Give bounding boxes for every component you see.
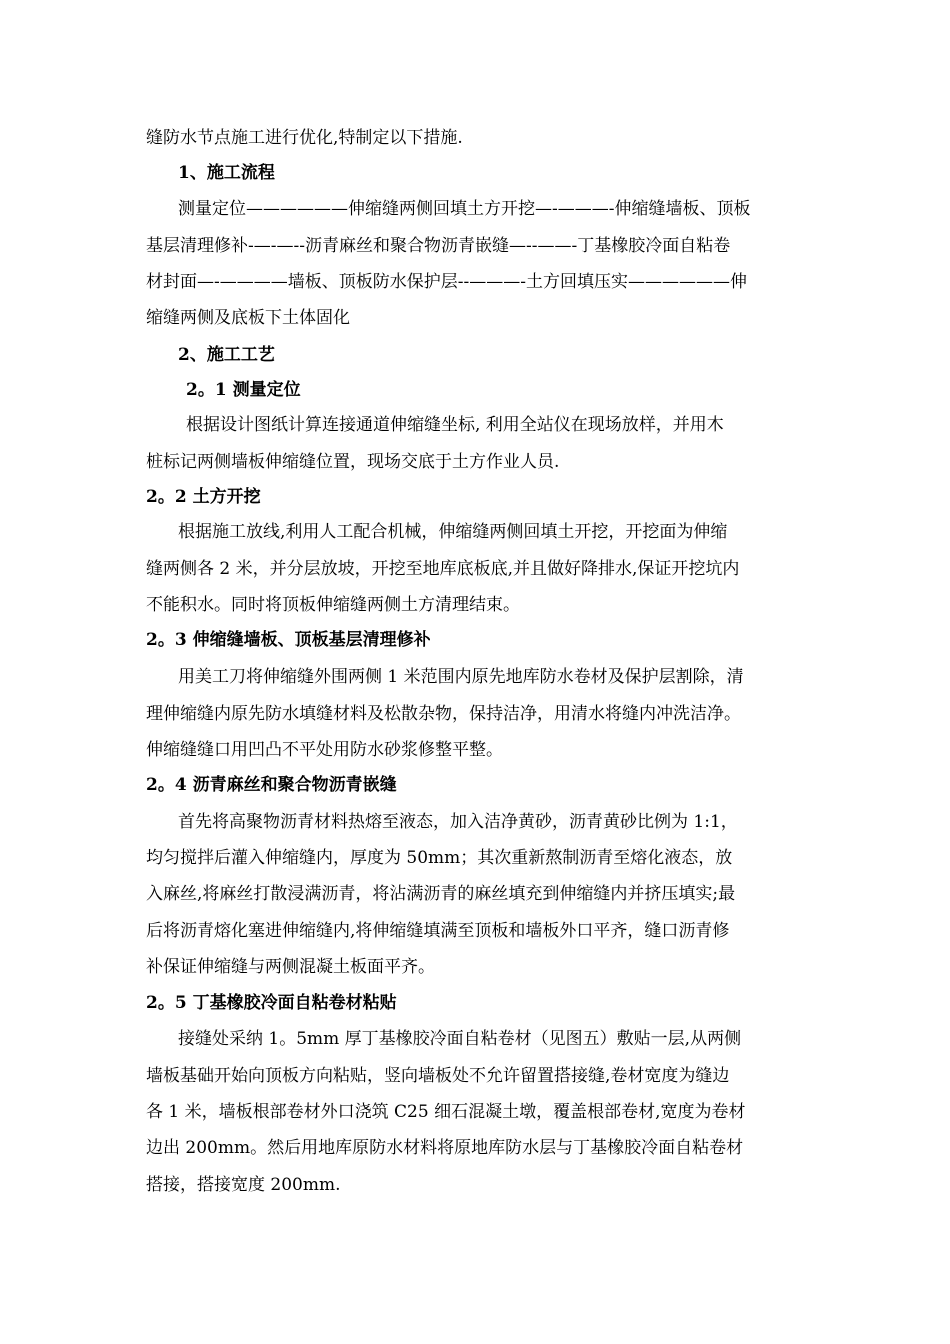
body-text-line: 入麻丝,将麻丝打散浸满沥青，将沾满沥青的麻丝填充到伸缩缝内并挤压填实;最 bbox=[146, 884, 736, 904]
section-heading: 1、施工流程 bbox=[178, 163, 275, 183]
body-text-line: 根据设计图纸计算连接通道伸缩缝坐标, 利用全站仪在现场放样，并用木 bbox=[186, 415, 724, 435]
subsection-heading: 2。2 土方开挖 bbox=[146, 487, 261, 507]
body-text-line: 基层清理修补-—-—--沥青麻丝和聚合物沥青嵌缝—--——-丁基橡胶冷面自粘卷 bbox=[146, 236, 731, 256]
body-text-line: 边出 200mm。然后用地库原防水材料将原地库防水层与丁基橡胶冷面自粘卷材 bbox=[146, 1138, 744, 1158]
body-text-line: 均匀搅拌后灌入伸缩缝内，厚度为 50mm；其次重新熬制沥青至熔化液态，放 bbox=[146, 848, 733, 868]
body-text-line: 缝两侧各 2 米，并分层放坡，开挖至地库底板底,并且做好降排水,保证开挖坑内 bbox=[146, 559, 740, 579]
body-text-line: 理伸缩缝内原先防水填缝材料及松散杂物，保持洁净，用清水将缝内冲洗洁净。 bbox=[146, 704, 741, 724]
body-text-line: 桩标记两侧墙板伸缩缝位置，现场交底于土方作业人员. bbox=[146, 452, 560, 472]
body-text-line: 墙板基础开始向顶板方向粘贴，竖向墙板处不允许留置搭接缝,卷材宽度为缝边 bbox=[146, 1066, 730, 1086]
body-text-line: 补保证伸缩缝与两侧混凝土板面平齐。 bbox=[146, 957, 435, 977]
body-text-line: 各 1 米，墙板根部卷材外口浇筑 C25 细石混凝土墩，覆盖根部卷材,宽度为卷材 bbox=[146, 1102, 746, 1122]
body-text-line: 首先将高聚物沥青材料热熔至液态，加入洁净黄砂，沥青黄砂比例为 1:1， bbox=[178, 812, 738, 832]
section-heading: 2、施工工艺 bbox=[178, 345, 275, 365]
body-text-line: 后将沥青熔化塞进伸缩缝内,将伸缩缝填满至顶板和墙板外口平齐，缝口沥青修 bbox=[146, 921, 730, 941]
subsection-heading: 2。1 测量定位 bbox=[186, 380, 301, 400]
subsection-heading: 2。3 伸缩缝墙板、顶板基层清理修补 bbox=[146, 630, 431, 650]
body-text-line: 搭接，搭接宽度 200mm. bbox=[146, 1175, 341, 1195]
subsection-heading: 2。5 丁基橡胶冷面自粘卷材粘贴 bbox=[146, 993, 397, 1013]
body-text-line: 根据施工放线,利用人工配合机械，伸缩缝两侧回填土开挖，开挖面为伸缩 bbox=[178, 522, 728, 542]
body-text-line: 缝防水节点施工进行优化,特制定以下措施. bbox=[146, 128, 463, 148]
body-text-line: 用美工刀将伸缩缝外围两侧 1 米范围内原先地库防水卷材及保护层割除，清 bbox=[178, 667, 744, 687]
body-text-line: 伸缩缝缝口用凹凸不平处用防水砂浆修整平整。 bbox=[146, 740, 503, 760]
subsection-heading: 2。4 沥青麻丝和聚合物沥青嵌缝 bbox=[146, 775, 397, 795]
body-text-line: 不能积水。同时将顶板伸缩缝两侧土方清理结束。 bbox=[146, 595, 520, 615]
body-text-line: 材封面—-————墙板、顶板防水保护层--———-土方回填压实——————伸 bbox=[146, 272, 747, 292]
body-text-line: 接缝处采纳 1。5mm 厚丁基橡胶冷面自粘卷材（见图五）敷贴一层,从两侧 bbox=[178, 1029, 742, 1049]
body-text-line: 测量定位——————伸缩缝两侧回填土方开挖—-———-伸缩缝墙板、顶板 bbox=[178, 199, 751, 219]
body-text-line: 缩缝两侧及底板下土体固化 bbox=[146, 308, 350, 328]
